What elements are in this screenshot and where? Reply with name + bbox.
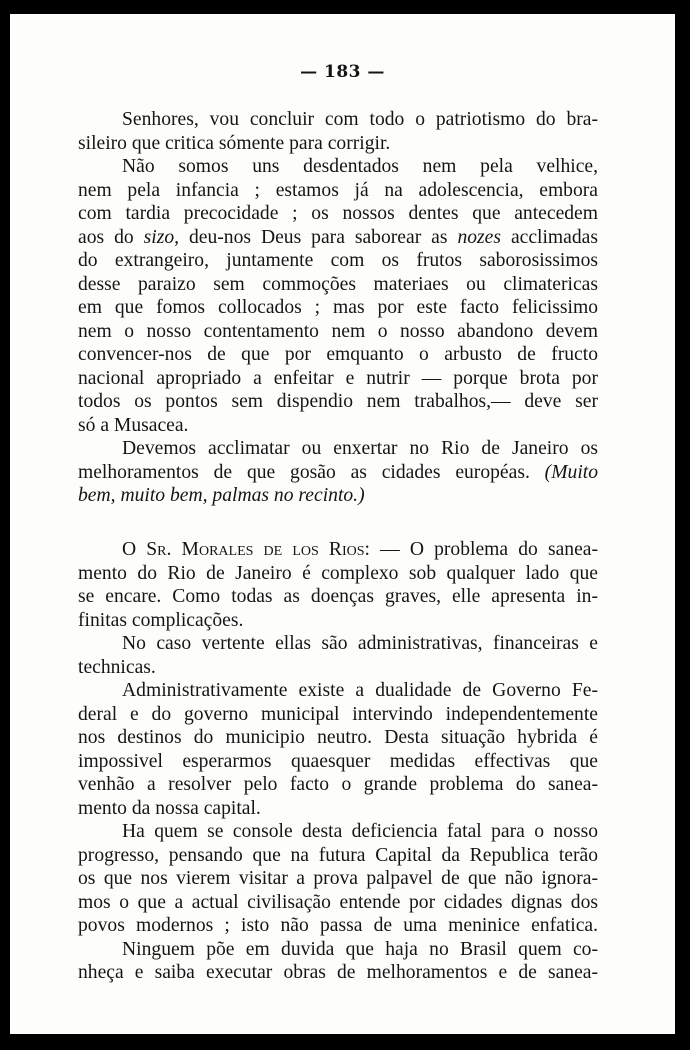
- italic-run: (Muito: [544, 461, 598, 483]
- text-line: convencer-nos de que por emquanto o arbusto de fructo: [78, 344, 598, 365]
- text-line: progresso, pensando que na futura Capital da Republica terão: [78, 844, 598, 866]
- text-line: só a Musacea.: [78, 414, 189, 436]
- text-line: nem o nosso contentamento nem o nosso abandono devem: [78, 320, 598, 342]
- text-run: — O problema do sanea-: [369, 539, 598, 560]
- text-line: Não somos uns desdentados nem pela velhice,: [122, 156, 598, 177]
- text-line: em que fomos collocados ; mas por este facto felicissimo: [78, 297, 598, 318]
- text-line: [78, 226, 598, 250]
- text-line: [78, 538, 598, 562]
- text-line: Ninguem põe em duvida que haja no Brasil quem co-: [122, 938, 598, 960]
- text-line: Senhores, vou concluir com todo o patriotismo do bra-: [122, 109, 598, 130]
- text-line: impossivel esperarmos quaesquer medidas effectivas que: [78, 750, 598, 772]
- text-line: nos destinos do municipio neutro. Desta situação hybrida é: [78, 727, 598, 748]
- text-line: do extrangeiro, juntamente com os frutos saborosissimos: [78, 250, 598, 271]
- text-line: sileiro que critica sómente para corrigir.: [78, 132, 391, 154]
- italic-word: sizo,: [143, 226, 180, 248]
- text-line: Devemos acclimatar ou enxertar no Rio de Janeiro os: [122, 438, 598, 459]
- text-run: aos do: [78, 226, 144, 248]
- speaker-name: O Sr. Morales de los Rios:: [122, 539, 370, 560]
- italic-word: nozes: [457, 226, 501, 248]
- text-line: os que nos vierem visitar a prova palpavel de que não ignora-: [78, 868, 598, 889]
- text-line: No caso vertente ellas são administrativas, financeiras e: [122, 633, 598, 654]
- text-line: povos modernos ; isto não passa de uma meninice enfatica.: [78, 915, 598, 936]
- text-line: [78, 461, 598, 485]
- text-line: mento da nossa capital.: [78, 797, 261, 819]
- paragraph: [78, 632, 598, 679]
- text-line: se encare. Como todas as doenças graves, elle apresenta in-: [78, 586, 598, 607]
- paragraph: [78, 679, 598, 820]
- page-number: — 183 —: [300, 62, 385, 82]
- text-line: com tardia precocidade ; os nossos dentes que antecedem: [78, 203, 598, 224]
- paragraph: [78, 437, 598, 508]
- text-line: desse paraizo sem commoções materiaes ou climatericas: [78, 273, 598, 295]
- text-line: todos os pontos sem dispendio nem trabalhos,— deve ser: [78, 391, 598, 412]
- section-closing-speech: [78, 108, 598, 508]
- text-line: nem pela infancia ; estamos já na adolescencia, embora: [78, 179, 598, 201]
- paragraph: [78, 538, 598, 632]
- text-run: melhoramentos de que gosão as cidades européas.: [78, 461, 545, 483]
- text-line: bem, muito bem, palmas no recinto.): [78, 485, 365, 506]
- text-line: Ha quem se console desta deficiencia fatal para o nosso: [122, 821, 598, 842]
- text-line: venhão a resolver pelo facto o grande problema do sanea-: [78, 774, 598, 795]
- paragraph: [78, 938, 598, 985]
- text-line: Administrativamente existe a dualidade de Governo Fe-: [122, 680, 598, 701]
- paragraph: [78, 820, 598, 938]
- text-run: acclimadas: [501, 226, 598, 248]
- paragraph: [78, 108, 598, 155]
- text-line: nacional apropriado a enfeitar e nutrir — porque brota por: [78, 367, 598, 389]
- text-line: mento do Rio de Janeiro é complexo sob qualquer lado que: [78, 562, 598, 584]
- book-page: [10, 14, 675, 1034]
- text-line: mos o que a actual civilisação entende por cidades dignas dos: [78, 891, 598, 913]
- text-run: deu-nos Deus para saborear as: [179, 226, 458, 248]
- text-line: deral e do governo municipal intervindo independentemente: [78, 703, 598, 725]
- text-line: technicas.: [78, 656, 156, 678]
- section-speaker-remarks: [78, 538, 598, 985]
- text-line: finitas complicações.: [78, 609, 244, 631]
- paragraph: [78, 155, 598, 437]
- text-line: nheça e saiba executar obras de melhoramentos e de sanea-: [78, 962, 598, 983]
